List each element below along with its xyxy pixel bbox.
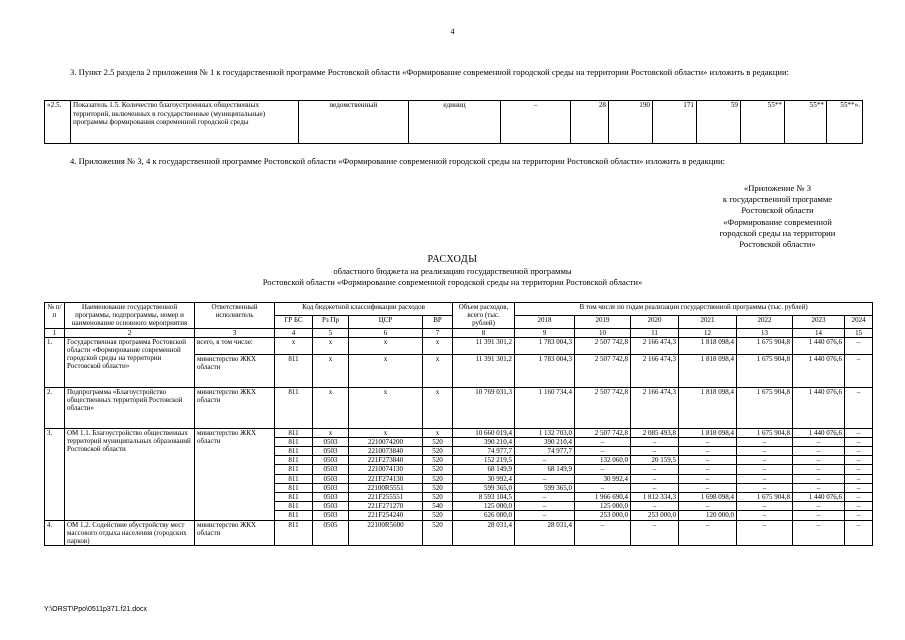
- code-grbs: х: [275, 337, 313, 354]
- year-value: –: [575, 465, 631, 474]
- year-value: 2 507 742,8: [575, 354, 631, 387]
- column-number: 13: [737, 328, 793, 337]
- code-grbs: 811: [275, 502, 313, 511]
- column-number-row: [45, 328, 873, 337]
- code-rzpr: 0503: [313, 437, 349, 446]
- code-grbs: 811: [275, 511, 313, 520]
- year-value: –: [631, 520, 679, 546]
- year-value: –: [793, 447, 845, 456]
- paragraph-3: 3. Пункт 2.5 раздела 2 приложения № 1 к государственной программе Ростовской области «Формирование современной городской среды на территории Ростовской области» изложить в редакции:: [70, 67, 789, 77]
- year-value: 2 166 474,3: [631, 387, 679, 428]
- indicator-value: 190: [609, 101, 653, 144]
- year-value: 28 031,4: [515, 520, 575, 546]
- code-rzpr: 0503: [313, 493, 349, 502]
- appendix-heading: [690, 183, 865, 250]
- year-value: –: [845, 428, 873, 437]
- year-value: 1 675 904,8: [737, 387, 793, 428]
- total-value: 10 769 031,3: [453, 387, 515, 428]
- year-value: –: [515, 456, 575, 465]
- total-value: 152 219,5: [453, 456, 515, 465]
- year-value: 1 818 098,4: [679, 428, 737, 437]
- expenses-table: [44, 302, 873, 546]
- column-number: 12: [679, 328, 737, 337]
- year-value: 2 507 742,8: [575, 387, 631, 428]
- row-executor: министерство ЖКХ области: [195, 520, 275, 546]
- row-name: Подпрограмма «Благоустройство общественных территорий Ростовской области»: [65, 387, 195, 428]
- year-value: 1 966 690,4: [575, 493, 631, 502]
- total-value: 125 000,0: [453, 502, 515, 511]
- year-value: –: [737, 447, 793, 456]
- code-grbs: 811: [275, 456, 313, 465]
- year-value: –: [575, 437, 631, 446]
- year-value: 1 818 098,4: [679, 337, 737, 354]
- code-rzpr: х: [313, 428, 349, 437]
- year-value: 1 440 076,6: [793, 354, 845, 387]
- year-value: 1 132 703,0: [515, 428, 575, 437]
- year-value: –: [515, 511, 575, 520]
- header-vr: ВР: [423, 315, 453, 328]
- year-value: –: [845, 474, 873, 483]
- year-value: –: [631, 474, 679, 483]
- code-grbs: 811: [275, 428, 313, 437]
- column-number: 10: [575, 328, 631, 337]
- year-value: –: [845, 437, 873, 446]
- column-number: 2: [65, 328, 195, 337]
- header-name: Наименование государственной программы, подпрограммы, номер и наименование основного мероприятия: [65, 303, 195, 329]
- row-number: 2.: [45, 387, 65, 428]
- year-value: –: [679, 520, 737, 546]
- year-value: 1 783 004,3: [515, 354, 575, 387]
- column-number: 9: [515, 328, 575, 337]
- year-value: –: [793, 520, 845, 546]
- code-vr: х: [423, 428, 453, 437]
- table-row: [45, 337, 873, 354]
- header-executor: Ответственный исполнитель: [195, 303, 275, 329]
- year-value: –: [793, 465, 845, 474]
- indicator-value: 55**».: [827, 101, 863, 144]
- year-value: 1 812 334,3: [631, 493, 679, 502]
- year-value: –: [737, 511, 793, 520]
- row-number: 4.: [45, 520, 65, 546]
- total-value: 68 149,9: [453, 465, 515, 474]
- column-number: 7: [423, 328, 453, 337]
- code-csr: 22100R5551: [349, 483, 423, 492]
- year-value: –: [575, 483, 631, 492]
- year-value: 1 440 076,6: [793, 428, 845, 437]
- code-grbs: 811: [275, 447, 313, 456]
- code-vr: х: [423, 354, 453, 387]
- total-value: 11 391 301,2: [453, 337, 515, 354]
- year-value: –: [845, 511, 873, 520]
- table-row: [45, 387, 873, 428]
- code-vr: 520: [423, 483, 453, 492]
- document-title: [0, 254, 905, 288]
- code-vr: 520: [423, 447, 453, 456]
- header-year: 2022: [737, 315, 793, 328]
- code-csr: х: [349, 387, 423, 428]
- year-value: –: [845, 447, 873, 456]
- row-executor: министерство ЖКХ области: [195, 354, 275, 387]
- year-value: –: [793, 502, 845, 511]
- code-rzpr: 0503: [313, 483, 349, 492]
- appendix-line: Ростовской области»: [739, 239, 816, 250]
- year-value: –: [515, 502, 575, 511]
- year-value: –: [737, 502, 793, 511]
- year-value: 1 675 904,8: [737, 428, 793, 437]
- year-value: 2 166 474,3: [631, 354, 679, 387]
- code-rzpr: х: [313, 354, 349, 387]
- year-value: –: [845, 337, 873, 354]
- title-line: областного бюджета на реализацию государственной программы: [333, 266, 572, 276]
- year-value: 68 149,9: [515, 465, 575, 474]
- header-year: 2024: [845, 315, 873, 328]
- total-value: 8 593 104,5: [453, 493, 515, 502]
- code-vr: х: [423, 387, 453, 428]
- year-value: –: [631, 465, 679, 474]
- year-value: –: [793, 511, 845, 520]
- column-number: 11: [631, 328, 679, 337]
- code-csr: 2210074200: [349, 437, 423, 446]
- header-years-group: В том числе по годам реализации государственной программы (тыс. рублей): [515, 303, 873, 316]
- total-value: 74 977,7: [453, 447, 515, 456]
- year-value: –: [679, 456, 737, 465]
- page-number: 4: [450, 27, 455, 36]
- indicator-value: 59: [697, 101, 741, 144]
- indicator-value: 55**: [785, 101, 827, 144]
- total-value: 390 210,4: [453, 437, 515, 446]
- year-value: –: [845, 456, 873, 465]
- paragraph-4: 4. Приложения № 3, 4 к государственной программе Ростовской области «Формирование современной городской среды на территории Ростовской области» изложить в редакции:: [70, 156, 725, 166]
- year-value: 125 000,0: [575, 502, 631, 511]
- header-grbs: ГР БС: [275, 315, 313, 328]
- year-value: –: [737, 456, 793, 465]
- header-volume: Объем расходов, всего (тыс. рублей): [453, 303, 515, 329]
- row-name: ОМ 1.1. Благоустройство общественных территорий муниципальных образований Ростовской области: [65, 428, 195, 520]
- year-value: –: [845, 520, 873, 546]
- appendix-line: городской среды на территории: [719, 227, 836, 238]
- year-value: –: [679, 502, 737, 511]
- indicator-value: 28: [571, 101, 609, 144]
- header-num: № п/п: [45, 303, 65, 329]
- code-csr: х: [349, 337, 423, 354]
- row-number: «2.5.: [45, 101, 71, 144]
- row-number: 3.: [45, 428, 65, 520]
- year-value: 1 818 098,4: [679, 354, 737, 387]
- table-row: [45, 428, 873, 437]
- column-number: 1: [45, 328, 65, 337]
- code-grbs: 811: [275, 387, 313, 428]
- total-value: 11 391 301,2: [453, 354, 515, 387]
- year-value: –: [575, 520, 631, 546]
- code-vr: х: [423, 337, 453, 354]
- code-grbs: 811: [275, 474, 313, 483]
- code-grbs: 811: [275, 354, 313, 387]
- code-vr: 520: [423, 520, 453, 546]
- year-value: 390 210,4: [515, 437, 575, 446]
- year-value: –: [793, 474, 845, 483]
- indicator-dash: –: [501, 101, 571, 144]
- year-value: 1 440 076,6: [793, 387, 845, 428]
- code-vr: 520: [423, 437, 453, 446]
- code-csr: 221F255551: [349, 493, 423, 502]
- header-row: [45, 303, 873, 316]
- column-number: 4: [275, 328, 313, 337]
- indicator-table: [44, 100, 863, 144]
- header-year: 2023: [793, 315, 845, 328]
- column-number: 8: [453, 328, 515, 337]
- year-value: 1 160 734,4: [515, 387, 575, 428]
- year-value: –: [679, 437, 737, 446]
- code-csr: 221F254240: [349, 511, 423, 520]
- year-value: –: [737, 474, 793, 483]
- code-vr: 520: [423, 465, 453, 474]
- column-number: 15: [845, 328, 873, 337]
- row-number: 1.: [45, 337, 65, 387]
- year-value: –: [631, 447, 679, 456]
- year-value: –: [515, 474, 575, 483]
- row-executor: всего, в том числе:: [195, 337, 275, 354]
- appendix-line: «Формирование современной: [723, 216, 832, 227]
- year-value: –: [793, 456, 845, 465]
- indicator-row: [45, 101, 863, 144]
- code-rzpr: 0503: [313, 456, 349, 465]
- year-value: 253 000,0: [631, 511, 679, 520]
- code-rzpr: 0503: [313, 465, 349, 474]
- year-value: –: [845, 354, 873, 387]
- code-vr: 520: [423, 474, 453, 483]
- indicator-unit: единиц: [409, 101, 501, 144]
- code-csr: 221F271270: [349, 502, 423, 511]
- year-value: –: [845, 502, 873, 511]
- code-vr: 520: [423, 493, 453, 502]
- year-value: –: [793, 483, 845, 492]
- year-value: 30 992,4: [575, 474, 631, 483]
- header-rzpr: Рз Пр: [313, 315, 349, 328]
- code-csr: 221F273840: [349, 456, 423, 465]
- year-value: 599 365,0: [515, 483, 575, 492]
- column-number: 5: [313, 328, 349, 337]
- year-value: 1 675 904,8: [737, 493, 793, 502]
- code-vr: 540: [423, 502, 453, 511]
- row-name: ОМ 1.2. Содействие обустройству мест массового отдыха населения (городских парков): [65, 520, 195, 546]
- year-value: 74 977,7: [515, 447, 575, 456]
- code-grbs: 811: [275, 465, 313, 474]
- appendix-line: к государственной программе: [722, 194, 833, 205]
- year-value: –: [679, 474, 737, 483]
- year-value: 132 060,0: [575, 456, 631, 465]
- year-value: –: [631, 437, 679, 446]
- indicator-type: ведомственный: [299, 101, 409, 144]
- code-grbs: 811: [275, 493, 313, 502]
- year-value: 253 000,0: [575, 511, 631, 520]
- header-year: 2019: [575, 315, 631, 328]
- table-row: [45, 520, 873, 546]
- year-value: 2 507 742,8: [575, 428, 631, 437]
- column-number: 14: [793, 328, 845, 337]
- year-value: 1 440 076,6: [793, 493, 845, 502]
- header-year: 2020: [631, 315, 679, 328]
- header-csr: ЦСР: [349, 315, 423, 328]
- code-csr: 22100R5600: [349, 520, 423, 546]
- code-rzpr: 0503: [313, 447, 349, 456]
- total-value: 599 365,0: [453, 483, 515, 492]
- appendix-line: «Приложение № 3: [743, 183, 812, 193]
- year-value: 1 698 098,4: [679, 493, 737, 502]
- code-csr: 221F274130: [349, 474, 423, 483]
- year-value: –: [845, 387, 873, 428]
- code-csr: х: [349, 354, 423, 387]
- code-csr: х: [349, 428, 423, 437]
- header-year: 2021: [679, 315, 737, 328]
- year-value: 2 085 493,8: [631, 428, 679, 437]
- year-value: 1 818 098,4: [679, 387, 737, 428]
- code-rzpr: 0503: [313, 511, 349, 520]
- year-value: 1 440 076,6: [793, 337, 845, 354]
- year-value: –: [737, 520, 793, 546]
- total-value: 28 031,4: [453, 520, 515, 546]
- code-grbs: 811: [275, 437, 313, 446]
- year-value: –: [845, 493, 873, 502]
- column-number: 3: [195, 328, 275, 337]
- indicator-value: 55**: [741, 101, 785, 144]
- code-csr: 2210073840: [349, 447, 423, 456]
- code-rzpr: х: [313, 387, 349, 428]
- year-value: –: [679, 483, 737, 492]
- row-executor: министерство ЖКХ области: [195, 428, 275, 520]
- title-line: Ростовской области «Формирование современной городской среды на территории Ростовской области»: [262, 277, 643, 287]
- code-rzpr: 0503: [313, 502, 349, 511]
- code-rzpr: 0505: [313, 520, 349, 546]
- title-heading: РАСХОДЫ: [427, 254, 478, 265]
- total-value: 30 992,4: [453, 474, 515, 483]
- code-rzpr: х: [313, 337, 349, 354]
- appendix-line: Ростовской области: [741, 205, 814, 216]
- total-value: 10 660 019,4: [453, 428, 515, 437]
- year-value: –: [793, 437, 845, 446]
- indicator-value: 171: [653, 101, 697, 144]
- header-code-group: Код бюджетной классификации расходов: [275, 303, 453, 316]
- header-year: 2018: [515, 315, 575, 328]
- year-value: –: [737, 437, 793, 446]
- indicator-name: Показатель 1.5. Количество благоустроенных общественных территорий, включенных в государственные (муниципальные) программы формирования современной городской среды: [71, 101, 299, 144]
- year-value: –: [631, 483, 679, 492]
- year-value: 1 675 904,8: [737, 337, 793, 354]
- year-value: 1 675 904,8: [737, 354, 793, 387]
- code-csr: 2210074130: [349, 465, 423, 474]
- year-value: –: [679, 447, 737, 456]
- year-value: –: [737, 483, 793, 492]
- year-value: –: [575, 447, 631, 456]
- year-value: –: [631, 502, 679, 511]
- year-value: –: [737, 465, 793, 474]
- column-number: 6: [349, 328, 423, 337]
- year-value: 2 507 742,8: [575, 337, 631, 354]
- code-vr: 520: [423, 511, 453, 520]
- year-value: –: [679, 465, 737, 474]
- file-path-footer: Y:\ORST\Ppo\0511p371.f21.docx: [44, 606, 147, 613]
- code-rzpr: 0503: [313, 474, 349, 483]
- code-grbs: 811: [275, 483, 313, 492]
- total-value: 626 000,0: [453, 511, 515, 520]
- code-grbs: 811: [275, 520, 313, 546]
- year-value: 2 166 474,3: [631, 337, 679, 354]
- year-value: 20 159,5: [631, 456, 679, 465]
- year-value: –: [515, 493, 575, 502]
- year-value: 120 000,0: [679, 511, 737, 520]
- code-vr: 520: [423, 456, 453, 465]
- year-value: –: [845, 483, 873, 492]
- year-value: –: [845, 465, 873, 474]
- row-name: Государственная программа Ростовской области «Формирование современной городской среды на территории Ростовской области»: [65, 337, 195, 387]
- year-value: 1 783 004,3: [515, 337, 575, 354]
- row-executor: министерство ЖКХ области: [195, 387, 275, 428]
